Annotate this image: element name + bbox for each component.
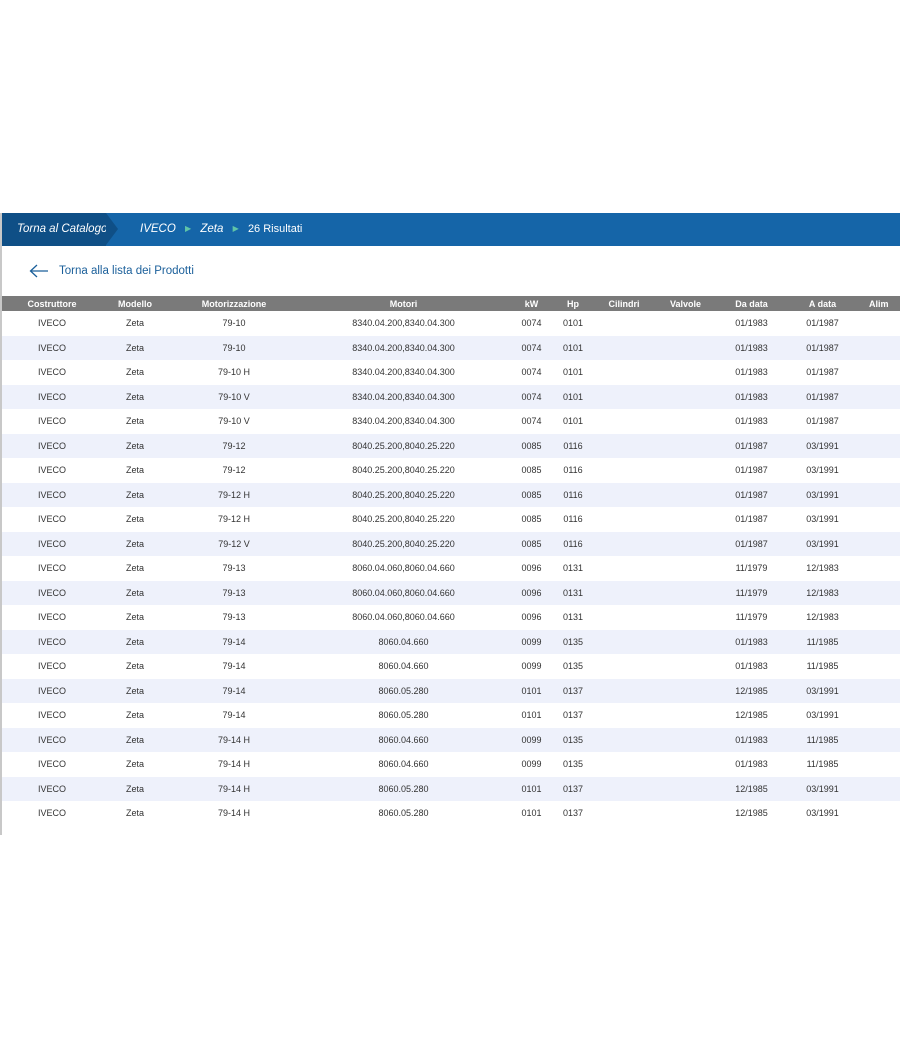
- cell-alimentazione: [855, 605, 900, 630]
- table-row[interactable]: [2, 336, 900, 361]
- cell-cilindri: [590, 385, 658, 410]
- cell-alimentazione: [855, 654, 900, 679]
- cell-costruttore: IVECO: [2, 581, 102, 606]
- cell-alimentazione: [855, 703, 900, 728]
- cell-da-data: 12/1985: [713, 777, 790, 802]
- cell-da-data: 01/1983: [735, 318, 768, 329]
- cell-motorizzazione: 79-13: [168, 581, 300, 606]
- catalog-frame: [0, 213, 900, 835]
- cell-cilindri: [590, 581, 658, 606]
- cell-motori: 8040.25.200,8040.25.220: [300, 483, 507, 508]
- cell-da-data: 01/1983: [735, 416, 768, 427]
- cell-cilindri: [590, 458, 658, 483]
- cell-motorizzazione: 79-14 H: [217, 759, 251, 770]
- cell-modello: Zeta: [125, 612, 144, 623]
- cell-a-data: 03/1991: [806, 465, 839, 476]
- cell-costruttore: IVECO: [37, 710, 66, 721]
- cell-motori: 8060.04.060,8060.04.660: [352, 612, 455, 623]
- cell-a-data: 12/1983: [790, 581, 855, 606]
- cell-modello: Zeta: [125, 563, 144, 574]
- back-to-catalog-button[interactable]: Torna al Catalogo: [2, 213, 106, 246]
- cell-motori: 8060.04.660: [378, 661, 429, 672]
- cell-da-data: 01/1983: [735, 661, 768, 672]
- cell-alimentazione: [855, 679, 900, 704]
- cell-da-data: 12/1985: [713, 679, 790, 704]
- cell-kw: 0074: [507, 336, 556, 361]
- breadcrumb-separator-icon: ▶: [232, 224, 239, 233]
- cell-kw: 0099: [507, 728, 556, 753]
- cell-alimentazione: [855, 385, 900, 410]
- cell-da-data: 01/1983: [713, 728, 790, 753]
- cell-da-data: 11/1979: [735, 563, 768, 574]
- cell-cilindri: [590, 507, 658, 532]
- cell-kw: 0101: [521, 808, 542, 819]
- cell-hp: 0137: [562, 808, 584, 819]
- cell-motorizzazione: 79-12: [222, 465, 246, 476]
- cell-hp: 0101: [562, 318, 584, 329]
- cell-a-data: 01/1987: [790, 385, 855, 410]
- cell-modello: Zeta: [102, 532, 168, 557]
- cell-a-data: 01/1987: [806, 416, 839, 427]
- breadcrumb: [140, 213, 302, 246]
- cell-hp: 0137: [556, 777, 590, 802]
- cell-motorizzazione: 79-14: [168, 679, 300, 704]
- table-header-row: [2, 296, 900, 311]
- arrow-left-icon: [29, 264, 49, 278]
- table-row[interactable]: [2, 360, 900, 385]
- cell-motorizzazione: 79-12 H: [168, 483, 300, 508]
- cell-kw: 0085: [521, 465, 542, 476]
- cell-costruttore: IVECO: [2, 777, 102, 802]
- cell-a-data: 11/1985: [790, 728, 855, 753]
- table-row[interactable]: [2, 311, 900, 336]
- cell-alimentazione: [855, 507, 900, 532]
- cell-modello: Zeta: [125, 465, 144, 476]
- cell-hp: 0135: [562, 759, 584, 770]
- cell-modello: Zeta: [125, 514, 144, 525]
- column-header-alimentazione[interactable]: Alim: [855, 296, 900, 311]
- vehicles-table: [2, 296, 900, 826]
- cell-a-data: 12/1983: [806, 563, 839, 574]
- cell-a-data: 01/1987: [790, 336, 855, 361]
- cell-modello: Zeta: [102, 385, 168, 410]
- column-header-a-data[interactable]: A data: [790, 296, 855, 311]
- cell-alimentazione: [855, 532, 900, 557]
- table-row[interactable]: [2, 679, 900, 704]
- cell-kw: 0099: [507, 630, 556, 655]
- cell-motori: 8060.04.660: [300, 728, 507, 753]
- cell-valvole: [658, 605, 713, 630]
- cell-cilindri: [590, 752, 658, 777]
- table-row[interactable]: [2, 605, 900, 630]
- column-header-modello[interactable]: Modello: [102, 296, 168, 311]
- table-row[interactable]: [2, 728, 900, 753]
- cell-da-data: 01/1987: [735, 514, 768, 525]
- cell-modello: Zeta: [125, 367, 144, 378]
- table-row[interactable]: [2, 507, 900, 532]
- top-navigation-bar: [2, 213, 900, 246]
- cell-cilindri: [590, 556, 658, 581]
- cell-cilindri: [590, 630, 658, 655]
- cell-cilindri: [590, 679, 658, 704]
- cell-kw: 0074: [521, 367, 542, 378]
- cell-da-data: 01/1983: [713, 630, 790, 655]
- cell-valvole: [658, 556, 713, 581]
- cell-costruttore: IVECO: [37, 661, 66, 672]
- column-header-kw[interactable]: kW: [507, 296, 556, 311]
- cell-cilindri: [590, 801, 658, 826]
- table-row[interactable]: [2, 801, 900, 826]
- cell-costruttore: IVECO: [37, 759, 66, 770]
- cell-motori: 8340.04.200,8340.04.300: [300, 385, 507, 410]
- cell-cilindri: [590, 434, 658, 459]
- back-to-products-link[interactable]: [29, 261, 194, 281]
- breadcrumb-model[interactable]: Zeta: [200, 223, 224, 235]
- cell-valvole: [658, 532, 713, 557]
- cell-motorizzazione: 79-14 H: [168, 777, 300, 802]
- cell-da-data: 01/1983: [713, 385, 790, 410]
- table-body: [2, 311, 900, 826]
- cell-a-data: 03/1991: [790, 777, 855, 802]
- cell-a-data: 01/1987: [806, 318, 839, 329]
- cell-da-data: 01/1987: [713, 434, 790, 459]
- cell-kw: 0096: [521, 563, 542, 574]
- cell-alimentazione: [855, 311, 900, 336]
- cell-alimentazione: [855, 336, 900, 361]
- cell-modello: Zeta: [102, 630, 168, 655]
- cell-kw: 0074: [521, 416, 542, 427]
- cell-cilindri: [590, 728, 658, 753]
- cell-motori: 8060.05.280: [300, 777, 507, 802]
- cell-modello: Zeta: [102, 728, 168, 753]
- cell-valvole: [658, 409, 713, 434]
- cell-hp: 0116: [556, 434, 590, 459]
- cell-modello: Zeta: [125, 661, 144, 672]
- cell-motorizzazione: 79-14: [168, 630, 300, 655]
- cell-da-data: 01/1983: [735, 367, 768, 378]
- cell-kw: 0096: [507, 581, 556, 606]
- cell-motori: 8040.25.200,8040.25.220: [300, 434, 507, 459]
- cell-valvole: [658, 654, 713, 679]
- cell-cilindri: [590, 409, 658, 434]
- cell-cilindri: [590, 654, 658, 679]
- cell-modello: Zeta: [102, 679, 168, 704]
- table-row[interactable]: [2, 581, 900, 606]
- cell-modello: Zeta: [125, 416, 144, 427]
- cell-valvole: [658, 434, 713, 459]
- catalog-tab-arrow: [106, 213, 118, 245]
- cell-costruttore: IVECO: [37, 318, 66, 329]
- cell-alimentazione: [855, 458, 900, 483]
- cell-motorizzazione: 79-12 H: [217, 514, 251, 525]
- column-header-motorizzazione[interactable]: Motorizzazione: [168, 296, 300, 311]
- cell-motori: 8060.05.280: [300, 679, 507, 704]
- column-header-costruttore[interactable]: Costruttore: [2, 296, 102, 311]
- cell-hp: 0131: [562, 563, 584, 574]
- cell-motori: 8060.04.060,8060.04.660: [352, 563, 455, 574]
- cell-costruttore: IVECO: [2, 630, 102, 655]
- cell-modello: Zeta: [102, 581, 168, 606]
- cell-da-data: 12/1985: [735, 808, 768, 819]
- cell-modello: Zeta: [125, 759, 144, 770]
- cell-valvole: [658, 703, 713, 728]
- cell-motorizzazione: 79-12: [168, 434, 300, 459]
- cell-motori: 8040.25.200,8040.25.220: [352, 465, 455, 476]
- cell-motorizzazione: 79-10 V: [218, 416, 250, 427]
- cell-cilindri: [590, 703, 658, 728]
- column-header-cilindri[interactable]: Cilindri: [590, 296, 658, 311]
- cell-motorizzazione: 79-10: [222, 318, 246, 329]
- cell-costruttore: IVECO: [2, 728, 102, 753]
- table-row[interactable]: [2, 532, 900, 557]
- breadcrumb-separator-icon: ▶: [185, 224, 192, 233]
- cell-kw: 0101: [521, 710, 542, 721]
- cell-cilindri: [590, 311, 658, 336]
- cell-valvole: [658, 336, 713, 361]
- cell-modello: Zeta: [125, 318, 144, 329]
- cell-costruttore: IVECO: [37, 514, 66, 525]
- cell-motori: 8060.04.060,8060.04.660: [300, 581, 507, 606]
- cell-valvole: [658, 752, 713, 777]
- table-row[interactable]: [2, 434, 900, 459]
- cell-alimentazione: [855, 777, 900, 802]
- cell-a-data: 03/1991: [806, 808, 839, 819]
- cell-a-data: 03/1991: [790, 679, 855, 704]
- results-count: 26 Risultati: [247, 223, 303, 235]
- cell-motorizzazione: 79-14: [222, 661, 246, 672]
- cell-alimentazione: [855, 801, 900, 826]
- cell-hp: 0116: [563, 514, 583, 525]
- cell-motori: 8060.04.660: [378, 759, 429, 770]
- cell-hp: 0101: [562, 367, 584, 378]
- cell-cilindri: [590, 605, 658, 630]
- cell-cilindri: [590, 336, 658, 361]
- cell-hp: 0135: [562, 661, 584, 672]
- cell-costruttore: IVECO: [37, 563, 66, 574]
- cell-kw: 0085: [507, 434, 556, 459]
- cell-motori: 8040.25.200,8040.25.220: [352, 514, 455, 525]
- cell-motorizzazione: 79-12 V: [168, 532, 300, 557]
- cell-motori: 8340.04.200,8340.04.300: [300, 336, 507, 361]
- cell-motori: 8060.05.280: [378, 808, 429, 819]
- cell-costruttore: IVECO: [37, 808, 66, 819]
- table-row[interactable]: [2, 630, 900, 655]
- column-header-valvole[interactable]: Valvole: [658, 296, 713, 311]
- cell-valvole: [658, 360, 713, 385]
- cell-valvole: [658, 311, 713, 336]
- cell-alimentazione: [855, 556, 900, 581]
- table-row[interactable]: [2, 703, 900, 728]
- cell-da-data: 01/1987: [713, 483, 790, 508]
- cell-kw: 0085: [507, 483, 556, 508]
- cell-da-data: 11/1979: [713, 581, 790, 606]
- cell-valvole: [658, 483, 713, 508]
- cell-costruttore: IVECO: [37, 465, 66, 476]
- cell-da-data: 11/1979: [735, 612, 768, 623]
- cell-hp: 0101: [556, 336, 590, 361]
- table-row[interactable]: [2, 556, 900, 581]
- cell-hp: 0101: [556, 385, 590, 410]
- cell-costruttore: IVECO: [37, 367, 66, 378]
- cell-alimentazione: [855, 581, 900, 606]
- cell-motorizzazione: 79-13: [222, 563, 246, 574]
- cell-valvole: [658, 507, 713, 532]
- cell-modello: Zeta: [102, 483, 168, 508]
- cell-modello: Zeta: [125, 808, 144, 819]
- cell-costruttore: IVECO: [37, 416, 66, 427]
- cell-valvole: [658, 728, 713, 753]
- column-header-da-data[interactable]: Da data: [713, 296, 790, 311]
- cell-a-data: 03/1991: [790, 532, 855, 557]
- cell-costruttore: IVECO: [2, 483, 102, 508]
- cell-a-data: 03/1991: [806, 514, 839, 525]
- cell-hp: 0137: [556, 679, 590, 704]
- table-row[interactable]: [2, 409, 900, 434]
- cell-valvole: [658, 458, 713, 483]
- cell-da-data: 01/1983: [713, 336, 790, 361]
- cell-motorizzazione: 79-10 H: [217, 367, 251, 378]
- cell-motorizzazione: 79-13: [222, 612, 246, 623]
- cell-valvole: [658, 385, 713, 410]
- column-header-motori[interactable]: Motori: [300, 296, 507, 311]
- table-row[interactable]: [2, 385, 900, 410]
- cell-motorizzazione: 79-14 H: [168, 728, 300, 753]
- cell-motori: 8340.04.200,8340.04.300: [352, 367, 455, 378]
- cell-modello: Zeta: [102, 336, 168, 361]
- column-header-hp[interactable]: Hp: [556, 296, 590, 311]
- cell-costruttore: IVECO: [2, 336, 102, 361]
- table-row[interactable]: [2, 458, 900, 483]
- cell-alimentazione: [855, 360, 900, 385]
- cell-alimentazione: [855, 630, 900, 655]
- cell-motori: 8340.04.200,8340.04.300: [352, 318, 455, 329]
- cell-alimentazione: [855, 483, 900, 508]
- cell-valvole: [658, 581, 713, 606]
- cell-kw: 0085: [521, 514, 542, 525]
- table-row[interactable]: [2, 777, 900, 802]
- cell-da-data: 12/1985: [735, 710, 768, 721]
- cell-hp: 0116: [556, 483, 590, 508]
- cell-motori: 8340.04.200,8340.04.300: [352, 416, 455, 427]
- cell-motori: 8040.25.200,8040.25.220: [300, 532, 507, 557]
- cell-kw: 0074: [521, 318, 542, 329]
- cell-alimentazione: [855, 409, 900, 434]
- cell-cilindri: [590, 483, 658, 508]
- breadcrumb-maker[interactable]: IVECO: [140, 223, 176, 235]
- cell-a-data: 03/1991: [790, 483, 855, 508]
- cell-hp: 0137: [562, 710, 584, 721]
- cell-kw: 0101: [507, 679, 556, 704]
- cell-a-data: 11/1985: [806, 661, 839, 672]
- cell-hp: 0135: [556, 728, 590, 753]
- cell-motorizzazione: 79-14: [222, 710, 246, 721]
- table-row[interactable]: [2, 654, 900, 679]
- cell-alimentazione: [855, 728, 900, 753]
- cell-costruttore: IVECO: [2, 434, 102, 459]
- cell-motori: 8060.04.660: [300, 630, 507, 655]
- cell-costruttore: IVECO: [2, 679, 102, 704]
- cell-alimentazione: [855, 752, 900, 777]
- cell-costruttore: IVECO: [2, 532, 102, 557]
- cell-modello: Zeta: [125, 710, 144, 721]
- cell-kw: 0085: [507, 532, 556, 557]
- cell-motorizzazione: 79-14 H: [217, 808, 251, 819]
- cell-valvole: [658, 801, 713, 826]
- cell-da-data: 01/1983: [735, 759, 768, 770]
- cell-a-data: 01/1987: [806, 367, 839, 378]
- cell-hp: 0101: [562, 416, 584, 427]
- cell-motorizzazione: 79-10 V: [168, 385, 300, 410]
- cell-a-data: 11/1985: [806, 759, 839, 770]
- cell-hp: 0116: [556, 532, 590, 557]
- cell-valvole: [658, 777, 713, 802]
- cell-motorizzazione: 79-10: [168, 336, 300, 361]
- cell-a-data: 03/1991: [790, 434, 855, 459]
- cell-costruttore: IVECO: [2, 385, 102, 410]
- cell-costruttore: IVECO: [37, 612, 66, 623]
- cell-cilindri: [590, 777, 658, 802]
- cell-kw: 0096: [521, 612, 542, 623]
- cell-hp: 0135: [556, 630, 590, 655]
- table-row[interactable]: [2, 483, 900, 508]
- cell-kw: 0074: [507, 385, 556, 410]
- cell-valvole: [658, 630, 713, 655]
- cell-hp: 0131: [556, 581, 590, 606]
- cell-valvole: [658, 679, 713, 704]
- cell-da-data: 01/1987: [735, 465, 768, 476]
- cell-da-data: 01/1987: [713, 532, 790, 557]
- cell-modello: Zeta: [102, 777, 168, 802]
- cell-modello: Zeta: [102, 434, 168, 459]
- cell-alimentazione: [855, 434, 900, 459]
- back-to-products-label: Torna alla lista dei Prodotti: [59, 265, 194, 277]
- cell-hp: 0131: [562, 612, 584, 623]
- cell-cilindri: [590, 532, 658, 557]
- cell-cilindri: [590, 360, 658, 385]
- cell-hp: 0116: [563, 465, 583, 476]
- cell-kw: 0101: [507, 777, 556, 802]
- cell-a-data: 12/1983: [806, 612, 839, 623]
- cell-a-data: 03/1991: [806, 710, 839, 721]
- cell-kw: 0099: [521, 661, 542, 672]
- cell-motori: 8060.05.280: [378, 710, 429, 721]
- cell-a-data: 11/1985: [790, 630, 855, 655]
- cell-kw: 0099: [521, 759, 542, 770]
- table-row[interactable]: [2, 752, 900, 777]
